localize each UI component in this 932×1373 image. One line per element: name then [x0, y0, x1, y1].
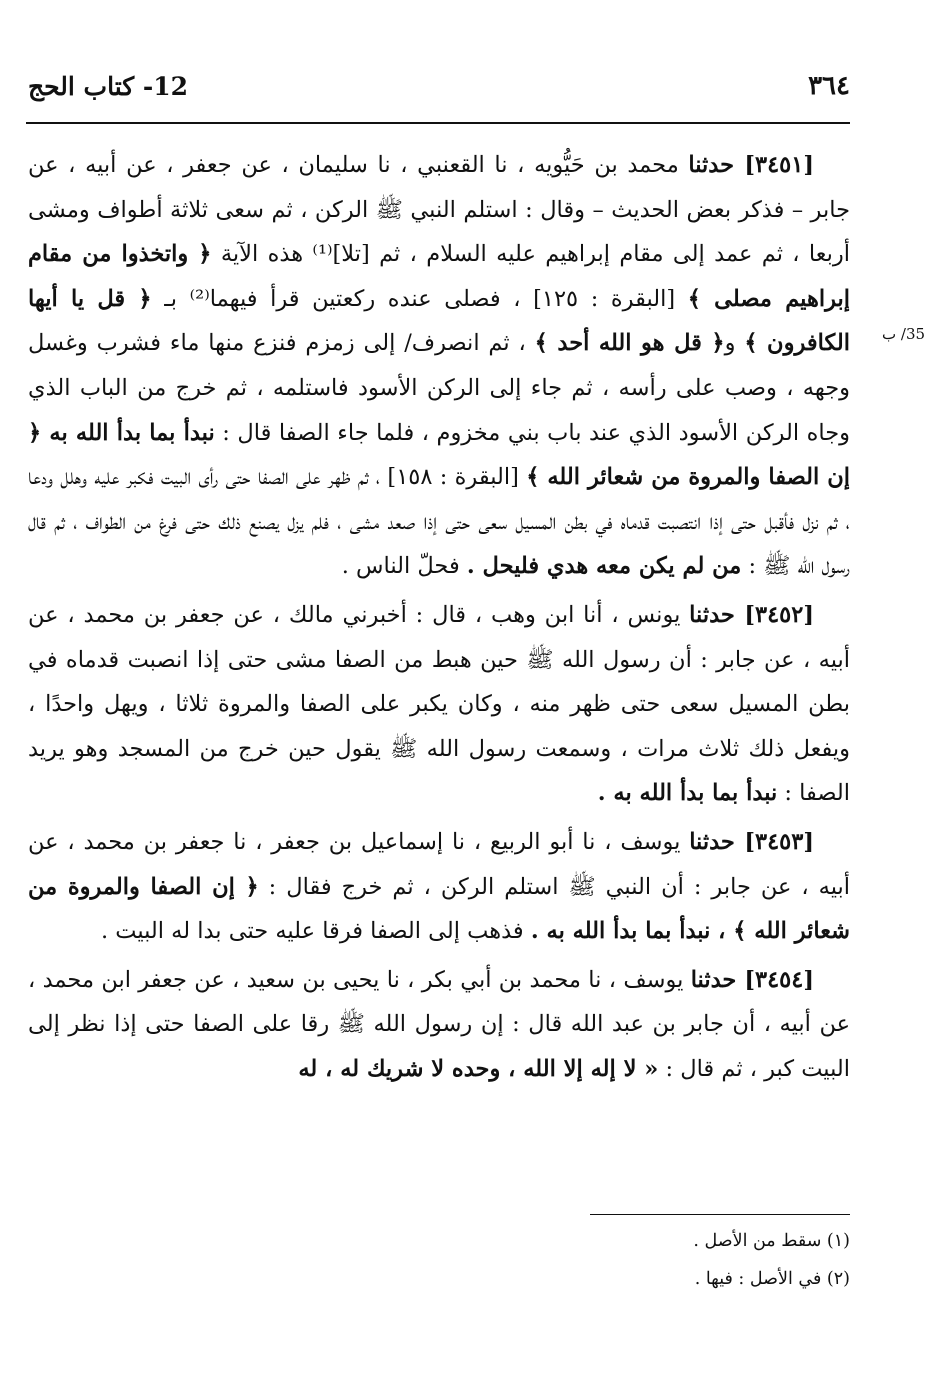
- bold-text-segment: نبدأ بما بدأ الله به .: [597, 780, 778, 807]
- bold-text-segment: [٣٤٥٢]: [734, 601, 814, 628]
- bold-text-segment: ﴿ إن الصفا والمروة من شعائر الله ﴾ ، نبدأ بما بدأ الله به .: [28, 873, 850, 945]
- text-segment: فذهب إلى الصفا فرقا عليه حتى بدا له البيت .: [100, 918, 531, 945]
- bold-text-segment: حدثنا: [689, 828, 735, 855]
- bold-text-segment: [٣٤٥٤]: [736, 966, 814, 993]
- bold-text-segment: ﴿ قل هو الله أحد ﴾: [534, 330, 725, 357]
- bold-text-segment: حدثنا: [689, 601, 735, 628]
- header-divider: [26, 122, 850, 124]
- footnote-divider: [590, 1214, 850, 1215]
- bold-text-segment: من لم يكن معه هدي فليحل .: [466, 553, 742, 580]
- hadith-paragraph: [28, 143, 850, 589]
- text-segment: [البقرة : ١٥٨] ، ثم ظهر على الصفا حتى رأى البيت فكبر عليه وهلل ودعا ، ثم نزل فأقبل حتى إذا انتصبت قدماه في بطن المسيل سعى حتى إذا صعد مشى ، فلم يزل يصنع ذلك حتى فرغ من الطواف ، ثم قال رسول الله ﷺ :: [28, 464, 850, 580]
- footnote-1: (١) سقط من الأصل .: [693, 1231, 850, 1251]
- bold-text-segment: حدثنا: [688, 152, 735, 178]
- text-segment: ، ثم انصرف/ إلى زمزم فنزع منها ماء فشرب وغسل وجهه ، وصب على رأسه ، ثم جاء إلى الركن الأسود فاستلمه ، ثم خرج من الباب الذي وجاه الركن الأسود الذي عند باب بني مخزوم ، فلما جاء الصفا قال :: [28, 330, 851, 446]
- bold-text-segment: نبدأ بما بدأ الله به ﴿ إن الصفا والمروة من شعائر الله ﴾: [28, 419, 850, 491]
- hadith-paragraph: [28, 593, 850, 816]
- bold-text-segment: « لا إله إلا الله ، وحده لا شريك له ، له: [298, 1055, 659, 1082]
- footnote-2: (٢) في الأصل : فيها .: [694, 1269, 850, 1289]
- bold-text-segment: [٣٤٥٣]: [734, 828, 814, 855]
- margin-folio-note: 35/ ب: [882, 325, 926, 343]
- bold-text-segment: [٣٤٥١]: [734, 152, 814, 178]
- text-segment: يونس ، أنا ابن وهب ، قال : أخبرني مالك ، عن جعفر بن محمد ، عن أبيه ، عن جابر : أن رسول الله ﷺ حين هبط من الصفا مشى حتى إذا انصبت قدماه في بطن المسيل سعى حتى ظهر منه ، وكان يكبر على الصفا والمروة ثلاثا ، ويهل واحدًا ، ويفعل ذلك ثلاث مرات ، وسمعت رسول الله ﷺ يقول حين خرج من المسجد وهو يريد الصفا :: [28, 601, 850, 807]
- page-number: ٣٦٤: [808, 71, 850, 101]
- bold-text-segment: ﴿ واتخذوا من مقام إبراهيم مصلى ﴾: [28, 241, 850, 312]
- footnotes: [28, 1222, 850, 1298]
- text-segment: [البقرة : ١٢٥] ، فصلى عنده ركعتين قرأ فيهما⁽²⁾ بـ: [151, 285, 688, 312]
- page-header: [28, 62, 850, 110]
- text-segment: فحلّ الناس .: [341, 553, 467, 580]
- text-segment: محمد بن حَيُّويه ، نا القعنبي ، نا سليمان ، عن جعفر ، عن أبيه ، عن جابر – فذكر بعض الحديث – وقال : استلم النبي ﷺ الركن ، ثم سعى ثلاثة أطواف ومشى أربعا ، ثم عمد إلى مقام إبراهيم عليه السلام ، ثم [تلا]⁽¹⁾ هذه الآية: [28, 152, 850, 268]
- running-title: 12- كتاب الحج: [28, 71, 189, 101]
- bold-text-segment: حدثنا: [690, 966, 737, 993]
- text-segment: يوسف ، نا أبو الربيع ، نا إسماعيل بن جعفر ، نا جعفر بن محمد ، عن أبيه ، عن جابر : أن النبي ﷺ استلم الركن ، ثم خرج فقال :: [28, 828, 850, 900]
- text-segment: و: [724, 330, 745, 357]
- hadith-paragraph: [28, 958, 850, 1092]
- text-segment: يوسف ، نا محمد بن أبي بكر ، نا يحيى بن سعيد ، عن جعفر ابن محمد ، عن أبيه ، أن جابر بن عبد الله قال : إن رسول الله ﷺ رقا على الصفا حتى إذا نظر إلى البيت كبر ، ثم قال :: [28, 966, 850, 1082]
- bold-text-segment: ﴿ قل يا أيها الكافرون ﴾: [28, 285, 850, 357]
- hadith-paragraph: [28, 820, 850, 954]
- hadith-body: [28, 143, 850, 1093]
